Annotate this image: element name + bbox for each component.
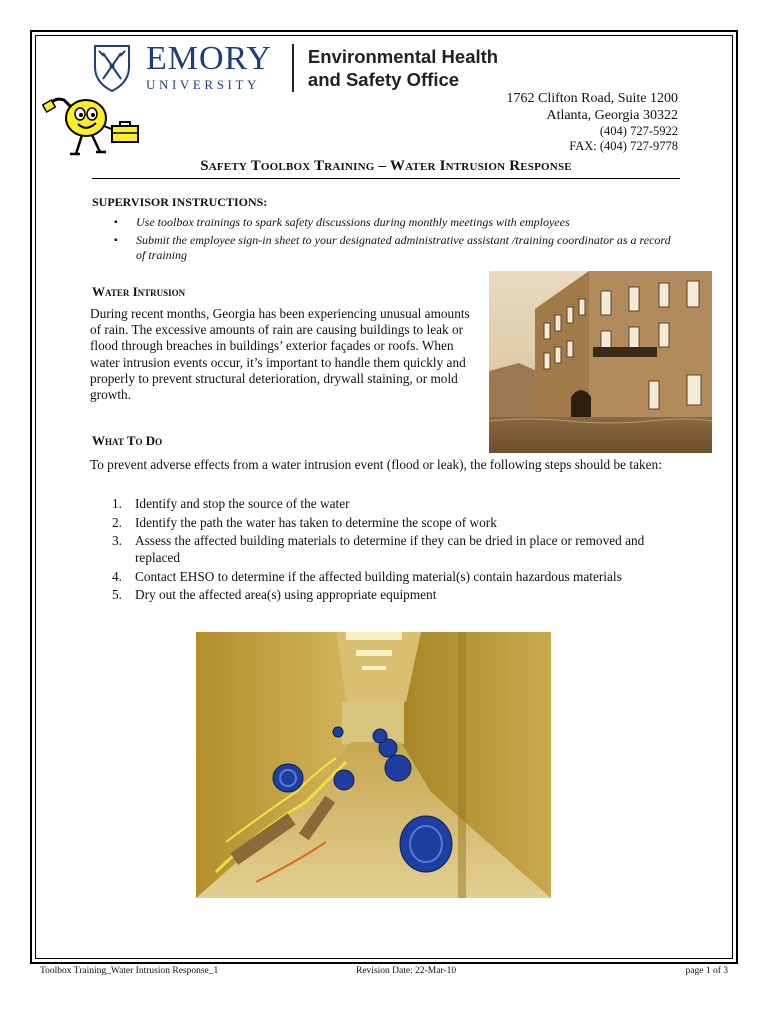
logo-divider <box>292 44 294 92</box>
steps-list <box>108 495 683 605</box>
step-item <box>108 586 683 603</box>
office-line-1: Environmental Health <box>307 46 499 67</box>
footer-revision-date: Revision Date: 22-Mar-10 <box>356 966 457 976</box>
what-to-do-heading: What To Do <box>92 433 163 448</box>
step-item <box>108 514 683 531</box>
footer-page-number: page 1 of 3 <box>685 966 728 976</box>
university-name: EMORY <box>146 40 272 77</box>
address-phone: (404) 727-5922 <box>599 124 678 138</box>
address-city: Atlanta, Georgia 30322 <box>546 108 678 123</box>
step-number: 5. <box>112 587 122 602</box>
office-line-2: and Safety Office <box>307 69 460 90</box>
footer-document-name: Toolbox Training_Water Intrusion Response_1 <box>40 966 219 976</box>
step-number: 1. <box>112 496 122 511</box>
office-name <box>308 45 498 91</box>
step-item <box>108 532 683 566</box>
step-text: Dry out the affected area(s) using appropriate equipment <box>135 587 437 602</box>
step-text: Contact EHSO to determine if the affected building material(s) contain hazardous materials <box>135 568 622 584</box>
flooded-building-photo <box>489 271 712 453</box>
title-rule <box>92 178 680 179</box>
step-item <box>108 495 683 512</box>
step-text: Identify the path the water has taken to determine the scope of work <box>135 514 497 530</box>
emory-shield-icon <box>92 43 132 93</box>
document-title: Safety Toolbox Training – Water Intrusion Response <box>200 158 572 174</box>
supervisor-list <box>112 215 682 266</box>
address-fax: FAX: (404) 727-9778 <box>569 139 678 153</box>
step-item <box>108 568 683 585</box>
university-subtitle: UNIVERSITY <box>146 77 260 92</box>
supervisor-item: ▪ Submit the employee sign-in sheet to your designated administrative assistant /training coordinator as a record of training <box>112 233 682 264</box>
supervisor-heading: SUPERVISOR INSTRUCTIONS: <box>92 195 268 209</box>
emory-wordmark <box>146 40 272 93</box>
toolbox-mascot-icon <box>42 92 142 158</box>
header-logo <box>92 42 498 94</box>
office-address <box>507 90 679 154</box>
water-intrusion-paragraph: During recent months, Georgia has been experiencing unusual amounts of rain. The excessive amounts of rain are causing buildings to leak or flood through breaches in buildings’ exterior façades or roofs. When water intrusion events occur, it’s important to handle them quickly and properly to prevent structural deterioration, drywall staining, or mold growth. <box>90 306 470 403</box>
water-intrusion-heading: Water Intrusion <box>92 284 186 299</box>
step-number: 2. <box>112 514 122 530</box>
step-number: 3. <box>112 533 122 548</box>
step-number: 4. <box>112 568 122 584</box>
hallway-drying-photo <box>196 632 551 898</box>
step-text: Assess the affected building materials to determine if they can be dried in place or removed and replaced <box>135 533 645 565</box>
address-street: 1762 Clifton Road, Suite 1200 <box>506 91 678 106</box>
what-to-do-intro: To prevent adverse effects from a water intrusion event (flood or leak), the following steps should be taken: <box>90 457 662 472</box>
step-text: Identify and stop the source of the water <box>135 496 350 511</box>
supervisor-item: ▪ Use toolbox trainings to spark safety discussions during monthly meetings with employees <box>112 215 682 231</box>
